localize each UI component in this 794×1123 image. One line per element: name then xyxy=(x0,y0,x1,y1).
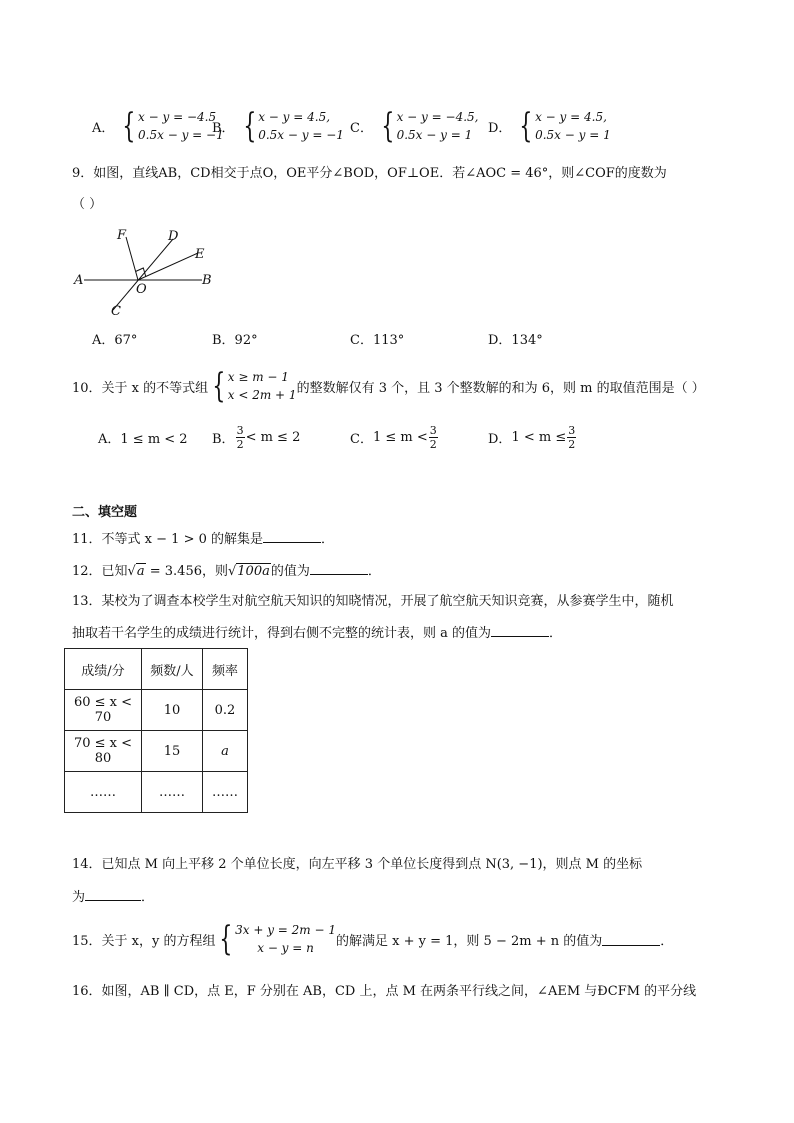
table-row xyxy=(65,690,248,731)
equation-system xyxy=(239,108,344,144)
q9-option-d: D．134° xyxy=(488,333,543,348)
q8-option-b xyxy=(212,108,344,144)
denominator: 2 xyxy=(429,438,437,451)
table-header-row xyxy=(65,649,248,690)
option-letter: B． xyxy=(212,432,235,447)
option-text: A．1 ≤ m < 2 xyxy=(98,432,188,447)
fraction xyxy=(567,424,576,451)
q10-prefix: 10．关于 x 的不等式组 xyxy=(72,380,209,396)
equation-line: 0.5x − y = −1 xyxy=(138,128,224,142)
sqrt-icon: √ xyxy=(127,564,136,579)
table-cell: …… xyxy=(65,772,142,813)
q14-end: ． xyxy=(141,890,155,905)
q14-text: 为 xyxy=(72,890,86,905)
q10-option-c xyxy=(350,424,439,451)
label-e: E xyxy=(195,247,205,262)
brace-icon: { xyxy=(381,106,395,146)
q13-end: ． xyxy=(549,626,563,641)
equation-system xyxy=(215,921,336,957)
sqrt-radicand: 100a xyxy=(237,564,270,579)
q10-option-b xyxy=(212,424,300,451)
label-d: D xyxy=(168,229,179,244)
q9-answer-paren: （ ） xyxy=(72,197,103,212)
numerator: 3 xyxy=(236,424,244,437)
equation-line: x − y = −4.5 xyxy=(138,110,217,124)
q8-option-a xyxy=(92,108,224,144)
table-cell: 10 xyxy=(142,690,203,731)
equation-line: x − y = n xyxy=(257,941,314,955)
inequality-system xyxy=(208,368,296,404)
answer-blank xyxy=(491,624,549,637)
table-row xyxy=(65,772,248,813)
line-cd xyxy=(113,239,173,310)
q13-line1: 13．某校为了调查本校学生对航空航天知识的知晓情况，开展了航空航天知识竞赛，从参赛学生中，随机 xyxy=(72,594,674,609)
label-o: O xyxy=(136,282,147,297)
q12-suffix: 的值为 xyxy=(270,564,310,579)
equation-line: x − y = 4.5, xyxy=(535,110,607,124)
table-cell: 0.2 xyxy=(203,690,248,731)
table-header: 频数/人 xyxy=(142,649,203,690)
table-cell: …… xyxy=(203,772,248,813)
equation-line: x − y = −4.5, xyxy=(396,110,479,124)
answer-blank xyxy=(310,562,368,575)
q11-text: 11．不等式 x − 1 > 0 的解集是 xyxy=(72,532,263,547)
sqrt-radicand: a xyxy=(136,564,145,579)
table-cell: a xyxy=(203,731,248,772)
option-letter: D． xyxy=(488,120,512,136)
table-cell: …… xyxy=(142,772,203,813)
q14-line2 xyxy=(72,888,154,907)
q16-stem: 16．如图，AB ∥ CD，点 E，F 分别在 AB，CD 上，点 M 在两条平行线之间，∠AEM 与ÐCFM 的平分线 xyxy=(72,984,697,999)
denominator: 2 xyxy=(568,438,576,451)
table-cell: 60 ≤ x < 70 xyxy=(65,690,142,731)
equation-line: 0.5x − y = 1 xyxy=(396,128,473,142)
equation-line: 0.5x − y = −1 xyxy=(258,128,344,142)
q8-option-c xyxy=(350,108,478,144)
equation-line: 3x + y = 2m − 1 xyxy=(235,923,337,937)
equation-system xyxy=(515,108,610,144)
q8-option-d xyxy=(488,108,611,144)
table-header: 成绩/分 xyxy=(65,649,142,690)
fraction xyxy=(429,424,438,451)
q9-option-a: A．67° xyxy=(92,333,138,348)
option-text: < m ≤ 2 xyxy=(245,430,301,445)
q12-end: ． xyxy=(367,564,381,579)
numerator: 3 xyxy=(568,424,576,437)
q10-stem xyxy=(72,368,705,404)
q13-text: 抽取若干名学生的成绩进行统计，得到右侧不完整的统计表，则 a 的值为 xyxy=(72,626,492,641)
q9-stem: 9．如图，直线AB，CD相交于点O，OE平分∠BOD，OF⊥OE．若∠AOC = 46°，则∠COF的度数为 xyxy=(72,166,667,181)
q14-line1: 14．已知点 M 向上平移 2 个单位长度，向左平移 3 个单位长度得到点 N(3, −1)，则点 M 的坐标 xyxy=(72,857,643,872)
option-letter: C． xyxy=(350,120,373,136)
stats-table xyxy=(64,648,248,813)
option-letter: A． xyxy=(92,120,115,136)
q9-option-b: B．92° xyxy=(212,333,258,348)
equation-system xyxy=(377,108,479,144)
label-b: B xyxy=(202,273,212,288)
inequality-line: x ≥ m − 1 xyxy=(227,370,289,384)
answer-blank xyxy=(85,888,141,901)
q12-prefix: 12．已知 xyxy=(72,564,128,579)
option-text: 1 < m ≤ xyxy=(511,430,567,445)
table-cell: 70 ≤ x < 80 xyxy=(65,731,142,772)
q10-suffix: 的整数解仅有 3 个，且 3 个整数解的和为 6，则 m 的取值范围是（ ） xyxy=(296,380,705,396)
brace-icon: { xyxy=(519,106,533,146)
table-row xyxy=(65,731,248,772)
sqrt-icon: √ xyxy=(227,564,237,579)
q11-end: ． xyxy=(321,532,335,547)
brace-icon: { xyxy=(219,919,233,959)
label-f: F xyxy=(117,228,127,243)
q12-mid: = 3.456，则 xyxy=(145,564,228,579)
q9-option-c: C．113° xyxy=(350,333,405,348)
table-header: 频率 xyxy=(203,649,248,690)
q9-figure xyxy=(70,222,220,322)
denominator: 2 xyxy=(236,438,244,451)
q15 xyxy=(72,921,673,957)
label-a: A xyxy=(74,273,84,288)
equation-line: x − y = 4.5, xyxy=(258,110,331,124)
option-letter: B． xyxy=(212,120,235,136)
q10-option-d xyxy=(488,424,577,451)
equation-system xyxy=(118,108,223,144)
answer-blank xyxy=(602,933,660,946)
fraction xyxy=(236,424,245,451)
answer-blank xyxy=(263,530,321,543)
brace-icon: { xyxy=(212,366,226,406)
table-cell: 15 xyxy=(142,731,203,772)
label-c: C xyxy=(111,304,121,319)
option-letter: D． xyxy=(488,432,512,447)
brace-icon: { xyxy=(242,106,256,146)
q10-option-a xyxy=(98,428,188,447)
ray-of xyxy=(126,237,138,280)
q13-line2 xyxy=(72,624,562,643)
numerator: 3 xyxy=(429,424,437,437)
brace-icon: { xyxy=(122,106,136,146)
q12 xyxy=(72,562,381,581)
q15-end: ． xyxy=(660,933,674,949)
q15-mid: 的解满足 x + y = 1，则 5 − 2m + n 的值为 xyxy=(336,933,603,949)
q15-prefix: 15．关于 x，y 的方程组 xyxy=(72,933,216,949)
equation-line: 0.5x − y = 1 xyxy=(535,128,611,142)
option-text: 1 ≤ m < xyxy=(372,430,428,445)
section-title: 二、填空题 xyxy=(72,505,138,520)
option-letter: C． xyxy=(350,432,373,447)
q11 xyxy=(72,530,334,549)
inequality-line: x < 2m + 1 xyxy=(227,388,297,402)
ray-oe xyxy=(138,253,198,280)
